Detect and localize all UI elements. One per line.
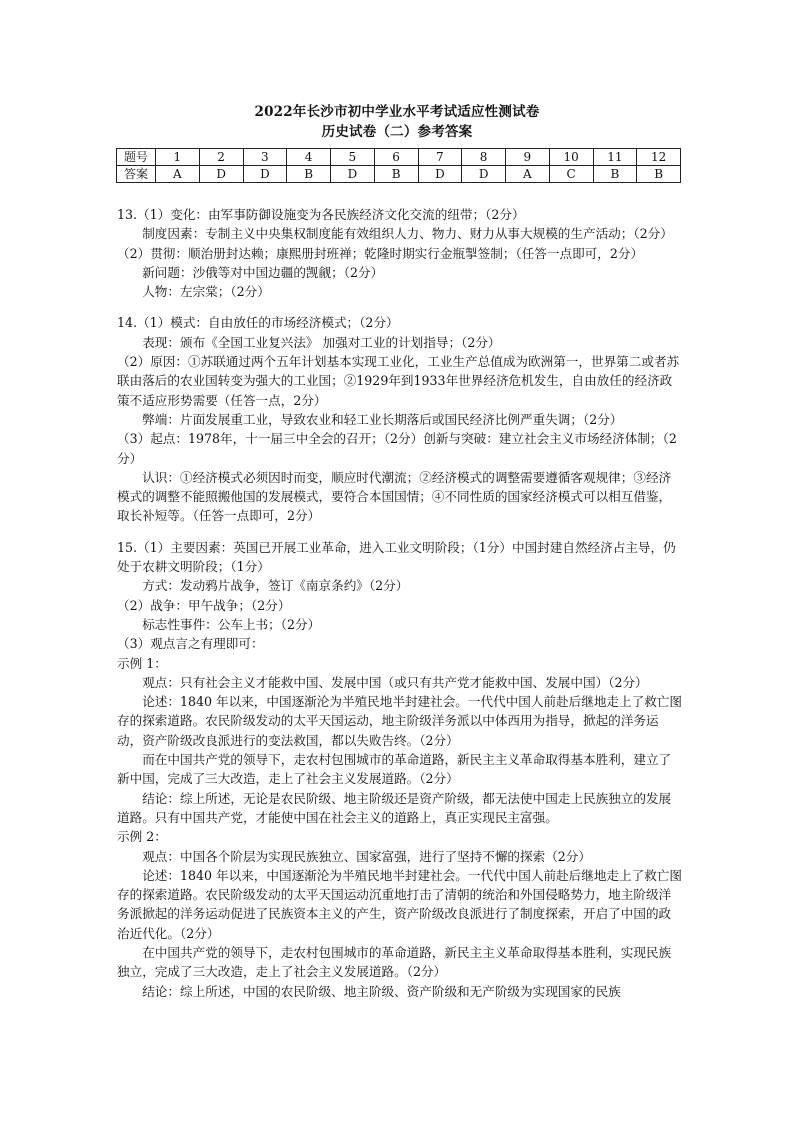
- answer-cell: C: [549, 166, 593, 183]
- answer-line: （3）观点言之有理即可：: [117, 636, 264, 652]
- answer-line: （2）战争：甲午战争；（2分）: [117, 597, 291, 613]
- answer-body: [117, 205, 683, 1001]
- question-number-cell: 8: [462, 149, 506, 166]
- answer-cell: D: [418, 166, 462, 183]
- answer-cell: B: [593, 166, 637, 183]
- answer-line: 论述：1840 年以来，中国逐渐沦为半殖民地半封建社会。一代代中国人前赴后继地走上了救亡图存的探索道路。农民阶级发动的太平天国运动沉重地打击了清朝的统治和外国侵略势力，地主阶级洋务派掀起的洋务运动促进了民族资本主义的产生，资产阶级改良派进行了制度探索，开启了中国的政治近代化。（2分）: [117, 867, 682, 941]
- answer-line: 15.（1）主要因素：英国已开展工业革命，进入工业文明阶段；（1分）中国封建自然经济占主导，仍处于农耕文明阶段；（1分）: [117, 539, 676, 575]
- answer-line: 认识：①经济模式必须因时而变，顺应时代潮流；②经济模式的调整需要遵循客观规律；③经济模式的调整不能照搬他国的发展模式，要符合本国国情；④不同性质的国家经济模式可以相互借鉴，取长补短等。（任答一点即可，2分）: [117, 469, 672, 524]
- question-14-section: [117, 313, 683, 525]
- question-number-cell: 10: [549, 149, 593, 166]
- answer-cell: A: [156, 166, 200, 183]
- question-number-row: [117, 149, 681, 166]
- answer-cell: B: [374, 166, 418, 183]
- answer-line: 新问题：沙俄等对中国边疆的觊觎；（2分）: [142, 264, 384, 280]
- answer-cell: B: [637, 166, 681, 183]
- answer-line: 结论：综上所述，无论是农民阶级、地主阶级还是资产阶级，都无法使中国走上民族独立的发展道路。只有中国共产党，才能使中国在社会主义的道路上，真正实现民主富强。: [117, 790, 672, 825]
- question-number-cell: 2: [199, 149, 243, 166]
- answer-line: 标志性事件：公车上书；（2分）: [142, 616, 321, 632]
- question-number-cell: 6: [374, 149, 418, 166]
- answer-cell: D: [331, 166, 375, 183]
- question-number-cell: 11: [593, 149, 637, 166]
- answer-line: 制度因素：专制主义中央集权制度能有效组织人力、物力、财力从事大规模的生产活动；（2分）: [142, 226, 673, 242]
- answer-line: 而在中国共产党的领导下，走农村包围城市的革命道路，新民主主义革命取得基本胜利，建立了新中国，完成了三大改造，走上了社会主义发展道路。（2分）: [117, 752, 672, 787]
- answer-line: 弊端：片面发展重工业，导致农业和轻工业长期落后或国民经济比例严重失调；（2分）: [142, 411, 623, 427]
- example-label: 示例 2：: [117, 829, 167, 845]
- answer-line: 结论：综上所述，中国的农民阶级、地主阶级、资产阶级和无产阶级为实现国家的民族: [142, 983, 621, 999]
- answer-line: 表现：颁布《全国工业复兴法》 加强对工业的计划指导；（2分）: [142, 334, 501, 350]
- document-subtitle: 历史试卷（二）参考答案: [321, 124, 473, 140]
- row-label-numbers: 题号: [117, 149, 156, 166]
- answer-line: 13.（1）变化：由军事防御设施变为各民族经济文化交流的纽带；（2分）: [117, 207, 525, 222]
- question-number-cell: 3: [243, 149, 287, 166]
- question-number-cell: 4: [287, 149, 331, 166]
- question-number-cell: 5: [331, 149, 375, 166]
- question-15-section: [117, 538, 683, 1001]
- answer-cell: D: [243, 166, 287, 183]
- answer-line: 方式：发动鸦片战争，签订《南京条约》（2分）: [142, 578, 409, 594]
- document-title: 2022年长沙市初中学业水平考试适应性测试卷: [254, 104, 540, 120]
- answer-cell: D: [462, 166, 506, 183]
- question-number-cell: 1: [156, 149, 200, 166]
- example-label: 示例 1：: [117, 655, 167, 671]
- answer-line: 观点：只有社会主义才能救中国、发展中国（或只有共产党才能救中国、发展中国）（2分）: [142, 674, 648, 690]
- answer-line: （3）起点：1978年，十一届三中全会的召开；（2分）创新与突破：建立社会主义市场经济体制；（2分）: [117, 431, 677, 466]
- question-number-cell: 9: [506, 149, 550, 166]
- answer-row: [117, 166, 681, 183]
- question-number-cell: 7: [418, 149, 462, 166]
- answer-line: 在中国共产党的领导下，走农村包围城市的革命道路，新民主主义革命取得基本胜利，实现民族独立，完成了三大改造，走上了社会主义发展道路。（2分）: [117, 944, 672, 980]
- answer-line: 14.（1）模式：自由放任的市场经济模式；（2分）: [117, 315, 399, 331]
- question-number-cell: 12: [637, 149, 681, 166]
- answer-cell: A: [506, 166, 550, 183]
- answer-line: （2）原因：①苏联通过两个五年计划基本实现工业化，工业生产总值成为欧洲第一，世界第二或者苏联由落后的农业国转变为强大的工业国；②1929年到1933年世界经济危机发生，自由放任的经济政策不适应形势需要（任答一点，2分）: [117, 354, 680, 408]
- answer-line: 论述：1840 年以来，中国逐渐沦为半殖民地半封建社会。一代代中国人前赴后继地走上了救亡图存的探索道路。农民阶级发动的太平天国运动，地主阶级洋务派以中体西用为指导，掀起的洋务运动，资产阶级改良派进行的变法救国，都以失败告终。（2分）: [117, 694, 682, 748]
- answer-cell: D: [199, 166, 243, 183]
- row-label-answers: 答案: [117, 166, 156, 183]
- answer-cell: B: [287, 166, 331, 183]
- question-13-section: [117, 205, 683, 301]
- answer-key-table: [116, 148, 681, 183]
- answer-line: 人物：左宗棠；（2分）: [142, 284, 270, 300]
- answer-line: （2）贯彻：顺治册封达赖；康熙册封班禅；乾隆时期实行金瓶掣签制；（任答一点即可，2分）: [117, 245, 644, 261]
- answer-line: 观点：中国各个阶层为实现民族独立、国家富强，进行了坚持不懈的探索（2分）: [142, 848, 591, 864]
